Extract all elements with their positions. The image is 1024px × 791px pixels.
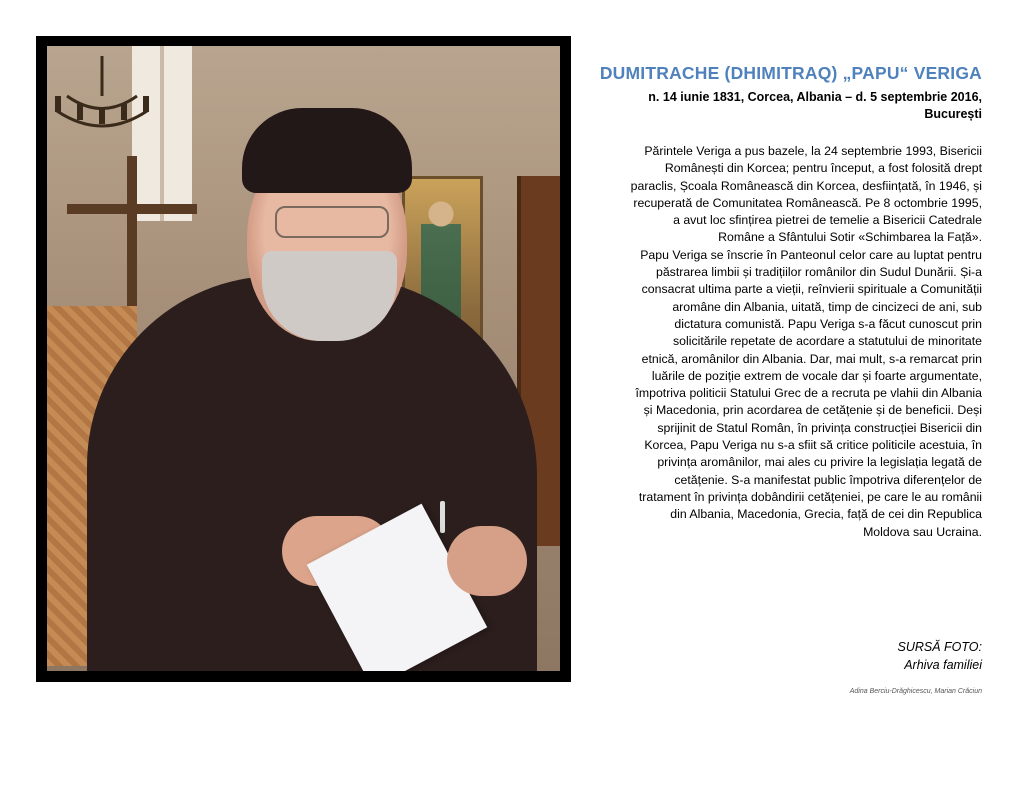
- life-dates-line-1: n. 14 iunie 1831, Corcea, Albania – d. 5 septembrie 2016,: [648, 90, 982, 104]
- body-line: tratament în privința dobândirii cetățeniei, pe care le au românii: [638, 489, 982, 504]
- body-line: sprijinit de Statul Român, în privința construcției Bisericii din: [657, 420, 982, 435]
- right-hand: [447, 526, 527, 596]
- crucifix-bar: [67, 204, 197, 214]
- body-line: consacrat ultima parte a vieții, reînvierii spirituale a Comunității: [641, 282, 982, 297]
- body-line: Papu Veriga se înscrie în Panteonul celor care au luptat pentru: [640, 247, 982, 262]
- photo-source: [740, 638, 982, 674]
- body-line: din Albania, Macedonia, Grecia, față de cei din Republica: [670, 507, 982, 522]
- body-line: solicitările repetate de acordare a statutului de minoritate: [673, 334, 982, 349]
- authors-credit: Adina Berciu-Drăghicescu, Marian Crăciun: [849, 688, 982, 695]
- body-line: recuperată de Comunitatea Românească. Pe 8 octombrie 1995,: [633, 195, 982, 210]
- glasses-icon: [275, 206, 389, 238]
- portrait-photo: [47, 46, 560, 671]
- body-line: etnică, aromânilor din Albania. Dar, mai mult, s-a remarcat prin: [641, 351, 982, 366]
- body-line: paraclis, Școala Românească din Korcea, desființată, în 1946, și: [630, 178, 982, 193]
- pen-icon: [440, 501, 445, 533]
- body-line: Române a Sfântului Sotir «Schimbarea la Față».: [718, 230, 982, 245]
- body-line: Moldova sau Ucraina.: [863, 524, 982, 539]
- body-line: Părintele Veriga a pus bazele, la 24 septembrie 1993, Bisericii: [644, 144, 982, 158]
- body-line: a avut loc sfințirea pietrei de temelie a Bisericii Catedrale: [673, 213, 982, 228]
- body-line: luările de poziție extrem de vocale dar și foarte argumentate,: [651, 368, 982, 383]
- photo-source-label: SURSĂ FOTO:: [897, 640, 982, 654]
- body-line: împotriva politicii Statului Grec de a recruta pe vlahii din Albania: [635, 386, 982, 401]
- photo-frame: [36, 36, 571, 682]
- body-line: Korcea, Papu Veriga nu s-a sfiit să critice politicile acestuia, în: [644, 438, 982, 453]
- life-dates-line-2: București: [924, 107, 982, 121]
- body-line: cetățenie. S-a manifestat public împotriva diferențelor de: [674, 472, 982, 487]
- priest-hat: [242, 108, 412, 193]
- biography-text: [590, 143, 982, 541]
- photo-source-value: Arhiva familiei: [904, 658, 982, 672]
- body-line: și Macedonia, prin acordarea de cetățenie și de beneficii. Deși: [643, 403, 982, 418]
- chandelier-icon: [47, 56, 157, 156]
- biography-column: [590, 62, 982, 541]
- page-title: DUMITRACHE (DHIMITRAQ) „PAPU“ VERIGA: [599, 63, 982, 83]
- body-line: Românești din Korcea; pentru început, a fost folosită drept: [664, 161, 982, 176]
- life-dates: [590, 89, 982, 123]
- body-line: aromâne din Albania, uitată, timp de cincizeci de ani, sub: [672, 299, 982, 314]
- body-line: păstrarea limbii și tradițiilor românilor din Sudul Dunării. Și-a: [656, 265, 982, 280]
- body-line: privința aromânilor, mai ales cu privire la legislația legată de: [657, 455, 982, 470]
- body-line: dictatura comunistă. Papu Veriga s-a făcut cunoscut prin: [674, 316, 982, 331]
